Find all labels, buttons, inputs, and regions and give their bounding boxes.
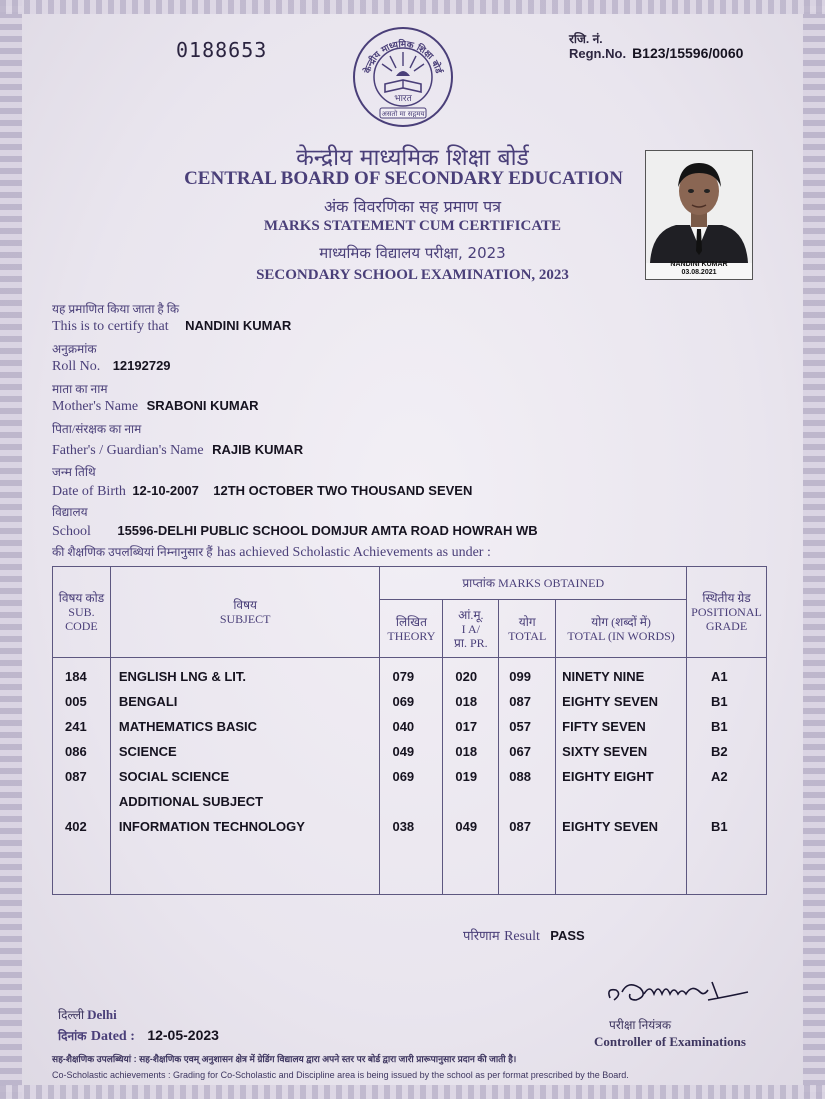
exam-title-hindi: माध्यमिक विद्यालय परीक्षा, 2023 — [319, 244, 506, 262]
table-row-ia: 018 — [455, 744, 478, 759]
table-row-ia: 019 — [455, 769, 478, 784]
table-row-subject: SCIENCE — [118, 744, 177, 759]
emblem-ring-text: केन्द्रीय माध्यमिक शिक्षा बोर्ड — [362, 39, 444, 75]
document-title-hindi: अंक विवरणिका सह प्रमाण पत्र — [323, 197, 502, 216]
document-title: MARKS STATEMENT CUM CERTIFICATE — [263, 218, 562, 234]
header-subject — [110, 567, 380, 658]
marks-table — [52, 566, 767, 895]
student-photo — [645, 150, 753, 280]
board-title: CENTRAL BOARD OF SECONDARY EDUCATION — [184, 168, 623, 189]
column-total-words — [556, 658, 687, 895]
mother-line — [52, 397, 259, 415]
father-label: Father's / Guardian's Name — [52, 443, 204, 458]
column-theory — [380, 658, 443, 895]
header-subject-hindi: विषय — [233, 598, 258, 612]
header-ia-hindi: आं.मू. — [458, 607, 484, 622]
dob-value: 12-10-2007 — [132, 483, 199, 498]
table-row-words: EIGHTY SEVEN — [562, 694, 658, 709]
roll-label: Roll No. — [52, 359, 101, 374]
header-marks-hindi: प्राप्तांक — [462, 576, 496, 590]
table-row-theory: 049 — [392, 744, 415, 759]
footer-note-hindi: सह-शैक्षणिक उपलब्धियां : सह-शैक्षणिक एवम् अनुशासन क्षेत्र में ग्रेडिंग विद्यालय द्वारा अपने स्तर पर बोर्ड द्वारा जारी प्रारूपानुसार प्रदान की जाती है। — [52, 1054, 517, 1064]
certify-label-hindi: यह प्रमाणित किया जाता है कि — [52, 302, 180, 316]
school-value: 15596-DELHI PUBLIC SCHOOL DOMJUR AMTA ROAD HOWRAH WB — [117, 523, 538, 538]
header-theory — [380, 600, 443, 658]
father-label-hindi: पिता/संरक्षक का नाम — [52, 422, 142, 436]
table-row-code-blank — [65, 789, 110, 814]
table-body-row — [53, 658, 767, 895]
achievement-line — [52, 543, 491, 561]
table-row-theory: 079 — [392, 669, 415, 684]
certify-label: This is to certify that — [52, 319, 169, 334]
header-pr-hindi: प्रा. — [454, 635, 467, 650]
table-row-theory-blank — [392, 789, 442, 814]
table-row-theory: 038 — [392, 819, 415, 834]
table-row-subject: BENGALI — [118, 694, 178, 709]
roll-label-hindi: अनुक्रमांक — [52, 342, 97, 356]
regn-label: Regn.No. — [569, 46, 627, 61]
header-grade-line1: POSITIONAL — [691, 605, 762, 619]
table-row-ia: 018 — [455, 694, 478, 709]
header-words-hindi: योग (शब्दों में) — [591, 614, 651, 629]
header-marks-label: MARKS OBTAINED — [498, 576, 605, 590]
header-pr-label: PR. — [469, 635, 488, 650]
table-row-words: NINETY NINE — [562, 669, 645, 684]
table-row-grade: A2 — [711, 769, 728, 784]
header-grade — [687, 567, 767, 658]
table-row-total: 088 — [509, 769, 531, 784]
table-row-total: 067 — [509, 744, 531, 759]
table-row-grade: A1 — [711, 669, 728, 684]
table-header-row-1 — [53, 567, 767, 600]
header-theory-label: THEORY — [387, 628, 436, 643]
additional-subject-heading: ADDITIONAL SUBJECT — [118, 794, 264, 809]
table-row-code: 005 — [65, 694, 87, 709]
result-label-hindi: परिणाम — [463, 928, 500, 943]
result-value: PASS — [550, 928, 585, 943]
table-row-theory: 069 — [392, 769, 415, 784]
place-english: Delhi — [87, 1007, 117, 1022]
table-row-total: 087 — [509, 819, 531, 834]
header-total-hindi: योग — [518, 614, 536, 629]
table-row-code: 086 — [65, 744, 87, 759]
column-code — [53, 658, 111, 895]
header-sub-code-line2: CODE — [65, 619, 98, 633]
table-row-words: SIXTY SEVEN — [562, 744, 648, 759]
column-ia — [443, 658, 499, 895]
table-row-words-blank — [562, 789, 686, 814]
place-line — [58, 1006, 117, 1023]
table-row-theory: 040 — [392, 719, 415, 734]
header-sub-code-hindi: विषय कोड — [58, 591, 105, 605]
table-row-grade: B1 — [711, 819, 728, 834]
serial-number: 0188653 — [176, 38, 268, 62]
header-grade-line2: GRADE — [705, 619, 748, 633]
table-row-words: EIGHTY SEVEN — [562, 819, 658, 834]
mother-name: SRABONI KUMAR — [146, 398, 259, 413]
emblem-motto: असतो मा सद्गमय — [381, 110, 425, 118]
header-total — [499, 600, 556, 658]
school-label-hindi: विद्यालय — [52, 505, 88, 519]
dob-label: Date of Birth — [52, 484, 126, 499]
dob-line — [52, 482, 472, 500]
column-grade — [687, 658, 767, 895]
achievement-label-hindi: की शैक्षणिक उपलब्धियां निम्नानुसार हैं — [52, 545, 213, 559]
header-ia-label: I A/ — [461, 621, 480, 636]
roll-number: 12192729 — [112, 358, 171, 373]
regn-number — [569, 45, 743, 61]
header-ia-pr — [443, 600, 499, 658]
table-row-grade: B1 — [711, 719, 728, 734]
table-row-grade-blank — [711, 789, 766, 814]
dated-value: 12-05-2023 — [147, 1027, 219, 1043]
cbse-emblem-icon — [352, 26, 454, 128]
table-row-subject: ENGLISH LNG & LIT. — [118, 669, 246, 684]
student-name: NANDINI KUMAR — [185, 318, 292, 333]
table-row-code: 184 — [65, 669, 87, 684]
table-row-total: 057 — [509, 719, 531, 734]
board-title-hindi: केन्द्रीय माध्यमिक शिक्षा बोर्ड — [296, 145, 529, 171]
regn-label-hindi: रजि. नं. — [569, 32, 603, 46]
table-row-total: 099 — [509, 669, 531, 684]
dob-label-hindi: जन्म तिथि — [52, 465, 96, 479]
table-row-ia: 017 — [455, 719, 478, 734]
header-pr-line — [443, 636, 498, 650]
regn-value: B123/15596/0060 — [632, 45, 744, 61]
footer-note: Co-Scholastic achievements : Grading for Co-Scholastic and Discipline area is being issued by the school as per format prescribed by the Board. — [52, 1070, 629, 1080]
header-marks-obtained — [380, 567, 687, 600]
header-theory-hindi: लिखित — [395, 614, 427, 629]
table-row-ia: 049 — [455, 819, 478, 834]
header-total-words — [556, 600, 687, 658]
header-total-label: TOTAL — [508, 628, 547, 643]
header-grade-hindi: स्थितीय ग्रेड — [702, 591, 751, 605]
achievement-label: has achieved Scholastic Achievements as under : — [217, 545, 491, 560]
certify-line — [52, 317, 291, 335]
mother-label: Mother's Name — [52, 399, 139, 414]
header-sub-code — [53, 567, 111, 658]
table-row-subject: SOCIAL SCIENCE — [118, 769, 230, 784]
school-line — [52, 522, 538, 540]
signature-icon — [600, 970, 750, 1010]
header-subject-label: SUBJECT — [219, 612, 271, 626]
table-row-grade: B1 — [711, 694, 728, 709]
table-row-code: 402 — [65, 819, 87, 834]
table-row-theory: 069 — [392, 694, 415, 709]
table-row-subject: MATHEMATICS BASIC — [118, 719, 258, 734]
emblem-base-text: भारत — [394, 94, 412, 104]
place-hindi: दिल्ली — [58, 1008, 85, 1022]
table-row-code: 241 — [65, 719, 87, 734]
photo-caption-date: 03.08.2021 — [681, 269, 717, 276]
father-line — [52, 441, 303, 459]
roll-line — [52, 357, 171, 375]
dated-label: Dated : — [90, 1029, 135, 1044]
dob-words: 12TH OCTOBER TWO THOUSAND SEVEN — [213, 483, 473, 498]
table-row-grade: B2 — [711, 744, 728, 759]
school-label: School — [52, 524, 91, 539]
guilloche-border-top — [0, 0, 825, 14]
table-row-code: 087 — [65, 769, 87, 784]
photo-caption-name: NANDINI KUMAR — [670, 261, 728, 268]
photo-caption — [646, 261, 752, 277]
header-sub-code-line1: SUB. — [68, 605, 95, 619]
table-row-ia-blank — [455, 789, 498, 814]
column-total — [499, 658, 556, 895]
dated-line — [58, 1027, 219, 1045]
result-label: Result — [504, 929, 540, 944]
table-row-ia: 020 — [455, 669, 478, 684]
table-row-total-blank — [509, 789, 555, 814]
student-portrait-icon — [646, 151, 752, 263]
result-line — [463, 926, 585, 945]
column-subject — [110, 658, 380, 895]
controller-title: Controller of Examinations — [594, 1034, 746, 1049]
header-words-label: TOTAL (IN WORDS) — [567, 628, 675, 643]
table-row-total: 087 — [509, 694, 531, 709]
table-row-words: FIFTY SEVEN — [562, 719, 646, 734]
dated-label-hindi: दिनांक — [58, 1029, 87, 1043]
guilloche-border-bottom — [0, 1085, 825, 1099]
exam-title: SECONDARY SCHOOL EXAMINATION, 2023 — [256, 267, 569, 283]
father-name: RAJIB KUMAR — [212, 442, 304, 457]
table-row-words: EIGHTY EIGHT — [562, 769, 654, 784]
controller-hindi: परीक्षा नियंत्रक — [609, 1018, 672, 1032]
mother-label-hindi: माता का नाम — [52, 382, 108, 396]
table-row-subject: INFORMATION TECHNOLOGY — [118, 819, 305, 834]
